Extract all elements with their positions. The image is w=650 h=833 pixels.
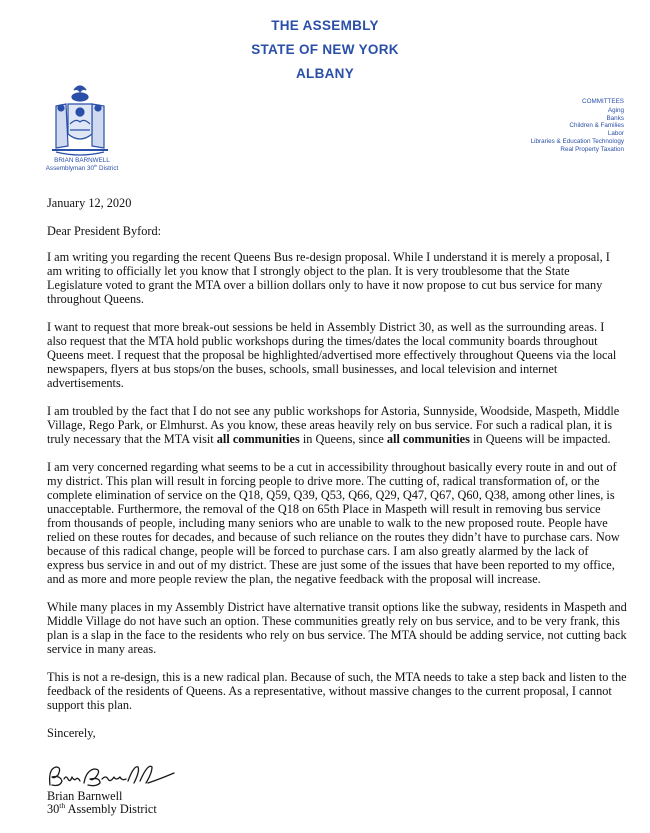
paragraph-5: While many places in my Assembly District have alternative transit options like the subway, residents in Maspeth and Middle Village do not have such an option. These communities greatly rely on bus service, and to be very frank, this plan is a slap in the face to the residents who rely on bus service. The MTA should be adding service, not cutting back service in many areas.: [47, 600, 627, 656]
committee-item: Aging: [607, 106, 624, 114]
signer-title-prefix: 30: [47, 802, 60, 816]
signer-title-suffix: Assembly District: [65, 802, 157, 816]
letterhead: [0, 14, 650, 86]
member-title-sup: th: [94, 162, 98, 168]
member-block: [26, 157, 138, 173]
letterhead-line-city: ALBANY: [295, 66, 355, 81]
letter-body: [47, 196, 627, 740]
paragraph-3-part: in Queens will be impacted.: [469, 432, 611, 446]
committee-item: Labor: [607, 130, 624, 138]
committee-item: Libraries & Education Technology: [530, 137, 624, 145]
paragraph-1: I am writing you regarding the recent Queens Bus re-design proposal. While I understand it is merely a proposal, I am writing to officially let you know that I strongly object to the plan. It is very troublesome that the State Legislature voted to grant the MTA over a billion dollars only to have it now propose to cut bus service for many throughout Queens.: [47, 250, 610, 306]
member-title-suffix: District: [97, 165, 119, 172]
state-seal-icon: [46, 80, 114, 156]
letter-closing: Sincerely,: [47, 726, 96, 740]
committee-item: Children & Families: [569, 122, 624, 130]
paragraph-4: I am very concerned regarding what seems to be a cut in accessibility throughout basically every route in and out of my district. This plan will result in forcing people to drive more. The cutting of, radical transformation of, or the complete elimination of service on the Q18, Q59, Q39, Q53, Q66, Q29, Q47, Q67, Q60, Q38, among other lines, is unacceptable. Furthermore, the removal of the Q18 on 65th Place in Maspeth will result in removing bus service from thousands of people, including many seniors who are unable to walk to the new proposed route. People have relied on these routes for decades, and because of such reliance on the routes they didn’t have to purchase cars. Now because of this radical change, people will be forced to purchase cars. I am also greatly alarmed by the lack of express bus service in and out of my district. These are just some of the issues that have been reported to my office, and as more and more people review the plan, the negative feedback with the proposal will increase.: [47, 460, 620, 586]
signature-icon: [44, 763, 184, 789]
signer-title: [47, 800, 347, 816]
member-title-prefix: Assemblyman 30: [45, 165, 95, 172]
member-name: BRIAN BARNWELL: [54, 157, 110, 164]
emphasis-all-communities: all communities: [216, 432, 300, 446]
signer-title-sup: th: [59, 800, 66, 810]
paragraph-6: This is not a re-design, this is a new radical plan. Because of such, the MTA needs to take a step back and listen to the feedback of the residents of Queens. As a representative, without massive changes to the current proposal, I cannot support this plan.: [47, 670, 627, 712]
committee-item: Real Property Taxation: [560, 145, 624, 153]
paragraph-3-part: I am troubled by the fact that I do not see any public workshops for Astoria, Sunnyside, Woodside, Maspeth, Middle Village, Rego Park, or Elmhurst. As you know, these areas heavily rely on bus service. For such a radical plan, it is truly necessary that the MTA visit: [47, 404, 620, 446]
committees-block: [454, 98, 624, 154]
committees-title: COMMITTEES: [582, 98, 624, 105]
committee-item: Banks: [606, 114, 624, 122]
paragraph-3-part: in Queens, since: [299, 432, 387, 446]
letter-date: January 12, 2020: [47, 196, 132, 210]
member-title: [26, 162, 138, 173]
emphasis-all-communities: all communities: [386, 432, 470, 446]
paragraph-2: I want to request that more break-out sessions be held in Assembly District 30, as well as the surrounding areas. I also request that the MTA hold public workshops during the times/dates the local community boards throughout Queens meet. I request that the proposal be highlighted/advertised more effectively throughout Queens via the local newspapers, flyers at bus stops/on the buses, schools, small businesses, and local television and internet advertisements.: [47, 320, 617, 390]
letterhead-line-state: STATE OF NEW YORK: [251, 42, 399, 57]
signer-block: [47, 790, 347, 816]
paragraph-3: [47, 404, 627, 446]
signer-name: Brian Barnwell: [47, 789, 123, 803]
letterhead-line-assembly: THE ASSEMBLY: [271, 18, 379, 33]
letter-salutation: Dear President Byford:: [47, 224, 162, 238]
